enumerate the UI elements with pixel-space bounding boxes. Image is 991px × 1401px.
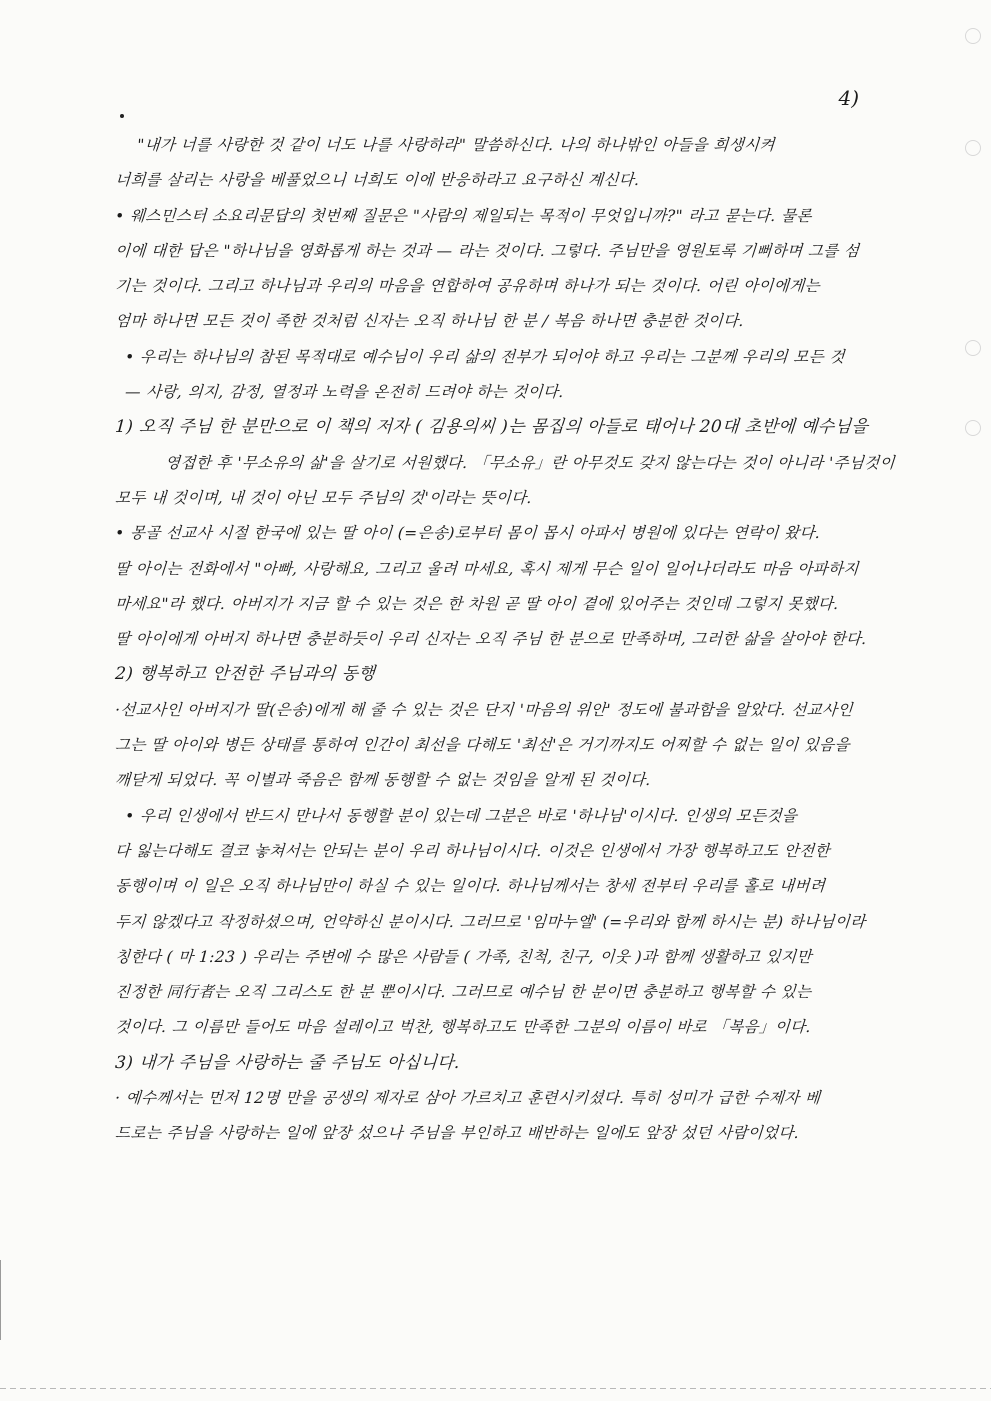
section-heading: 3) 내가 주님을 사랑하는 줄 주님도 아십니다. [114, 1052, 461, 1073]
text-line: • 우리는 하나님의 참된 목적대로 예수님이 우리 삶의 전부가 되어야 하고 우리는 그분께 우리의 모든 것 [124, 347, 846, 366]
scan-edge-mark [965, 28, 981, 44]
text-line: — 사랑, 의지, 감정, 열정과 노력을 온전히 드려야 하는 것이다. [124, 383, 565, 402]
text-line: 딸 아이에게 아버지 하나면 충분하듯이 우리 신자는 오직 주님 한 분으로 만족하며, 그러한 삶을 살아야 한다. [114, 630, 868, 649]
scan-bottom-edge [0, 1388, 991, 1389]
text-line: • 몽골 선교사 시절 한국에 있는 딸 아이 (=은송)로부터 몸이 몹시 아파서 병원에 있다는 연락이 왔다. [114, 524, 821, 543]
text-line: 드로는 주님을 사랑하는 일에 앞장 섰으나 주님을 부인하고 배반하는 일에도 앞장 섰던 사람이었다. [114, 1124, 800, 1143]
text-line: 것이다. 그 이름만 들어도 마음 설레이고 벅찬, 행복하고도 만족한 그분의 이름이 바로 「복음」이다. [114, 1018, 812, 1037]
text-line: 마세요"라 했다. 아버지가 지금 할 수 있는 것은 한 차원 곧 딸 아이 곁에 있어주는 것인데 그렇지 못했다. [114, 594, 840, 613]
text-line: "내가 너를 사랑한 것 같이 너도 나를 사랑하라" 말씀하신다. 나의 하나밖인 아들을 희생시켜 [136, 136, 776, 154]
text-line: 너희를 살리는 사랑을 베풀었으니 너희도 이에 반응하라고 요구하신 계신다. [114, 171, 641, 190]
text-line: • 웨스민스터 소요리문답의 첫번째 질문은 "사람의 제일되는 목적이 무엇입니까?" 라고 묻는다. 물론 [114, 206, 813, 225]
text-line: 딸 아이는 전화에서 "아빠, 사랑해요, 그리고 울려 마세요, 혹시 제게 무슨 일이 일어나더라도 마음 아파하지 [114, 559, 860, 578]
text-line: 이에 대한 답은 "하나님을 영화롭게 하는 것과 — 라는 것이다. 그렇다. 주님만을 영원토록 기뻐하며 그를 섬 [114, 241, 860, 260]
text-line: 영접한 후 '무소유의 삶'을 살기로 서원했다. 「무소유」란 아무것도 갖지 않는다는 것이 아니라 '주님것이 [164, 453, 896, 472]
text-line: 진정한 同行者는 오직 그리스도 한 분 뿐이시다. 그러므로 예수님 한 분이면 충분하고 행복할 수 있는 [114, 983, 813, 1002]
text-line: · 예수께서는 먼저 12명 만을 공생의 제자로 삼아 가르치고 훈련시키셨다. 특히 성미가 급한 수제자 베 [114, 1089, 821, 1108]
section-heading: 2) 행복하고 안전한 주님과의 동행 [114, 664, 376, 685]
stray-mark [120, 114, 124, 118]
text-line: 다 잃는다해도 결코 놓쳐서는 안되는 분이 우리 하나님이시다. 이것은 인생에서 가장 행복하고도 안전한 [114, 841, 831, 860]
scan-edge-mark [965, 420, 981, 436]
text-line: 동행이며 이 일은 오직 하나님만이 하실 수 있는 일이다. 하나님께서는 창세 전부터 우리를 홀로 내버려 [114, 877, 826, 896]
text-line: 칭한다 ( 마 1:23 ) 우리는 주변에 수 많은 사람들 ( 가족, 친척, 친구, 이웃 )과 함께 생활하고 있지만 [114, 947, 813, 966]
text-line: 기는 것이다. 그리고 하나님과 우리의 마음을 연합하여 공유하며 하나가 되는 것이다. 어린 아이에게는 [114, 277, 821, 296]
text-line: • 우리 인생에서 반드시 만나서 동행할 분이 있는데 그분은 바로 '하나님'이시다. 인생의 모든것을 [124, 806, 798, 825]
text-line: 엄마 하나면 모든 것이 족한 것처럼 신자는 오직 하나님 한 분 / 복음 하나면 충분한 것이다. [114, 312, 745, 331]
text-line: 깨닫게 되었다. 꼭 이별과 죽음은 함께 동행할 수 없는 것임을 알게 된 것이다. [114, 771, 652, 790]
handwritten-text-body [115, 128, 915, 1152]
scan-edge-mark [965, 340, 981, 356]
scan-edge-line [0, 1260, 1, 1340]
text-line: ·선교사인 아버지가 딸(은송)에게 해 줄 수 있는 것은 단지 '마음의 위안' 정도에 불과함을 알았다. 선교사인 [114, 700, 854, 719]
section-heading: 1) 오직 주님 한 분만으로 이 책의 저자 ( 김용의씨 )는 몸집의 아들로 태어나 20대 초반에 예수님을 [114, 417, 869, 438]
text-line: 두지 않겠다고 작정하셨으며, 언약하신 분이시다. 그러므로 '임마누엘' (=우리와 함께 하시는 분) 하나님이라 [114, 912, 867, 931]
text-line: 그는 딸 아이와 병든 상태를 통하여 인간이 최선을 다해도 '최선'은 거기까지도 어찌할 수 없는 일이 있음을 [114, 736, 851, 755]
scan-edge-mark [965, 140, 981, 156]
page-number: 4) [838, 86, 859, 110]
text-line: 모두 내 것이며, 내 것이 아닌 모두 주님의 것'이라는 뜻이다. [114, 488, 533, 507]
